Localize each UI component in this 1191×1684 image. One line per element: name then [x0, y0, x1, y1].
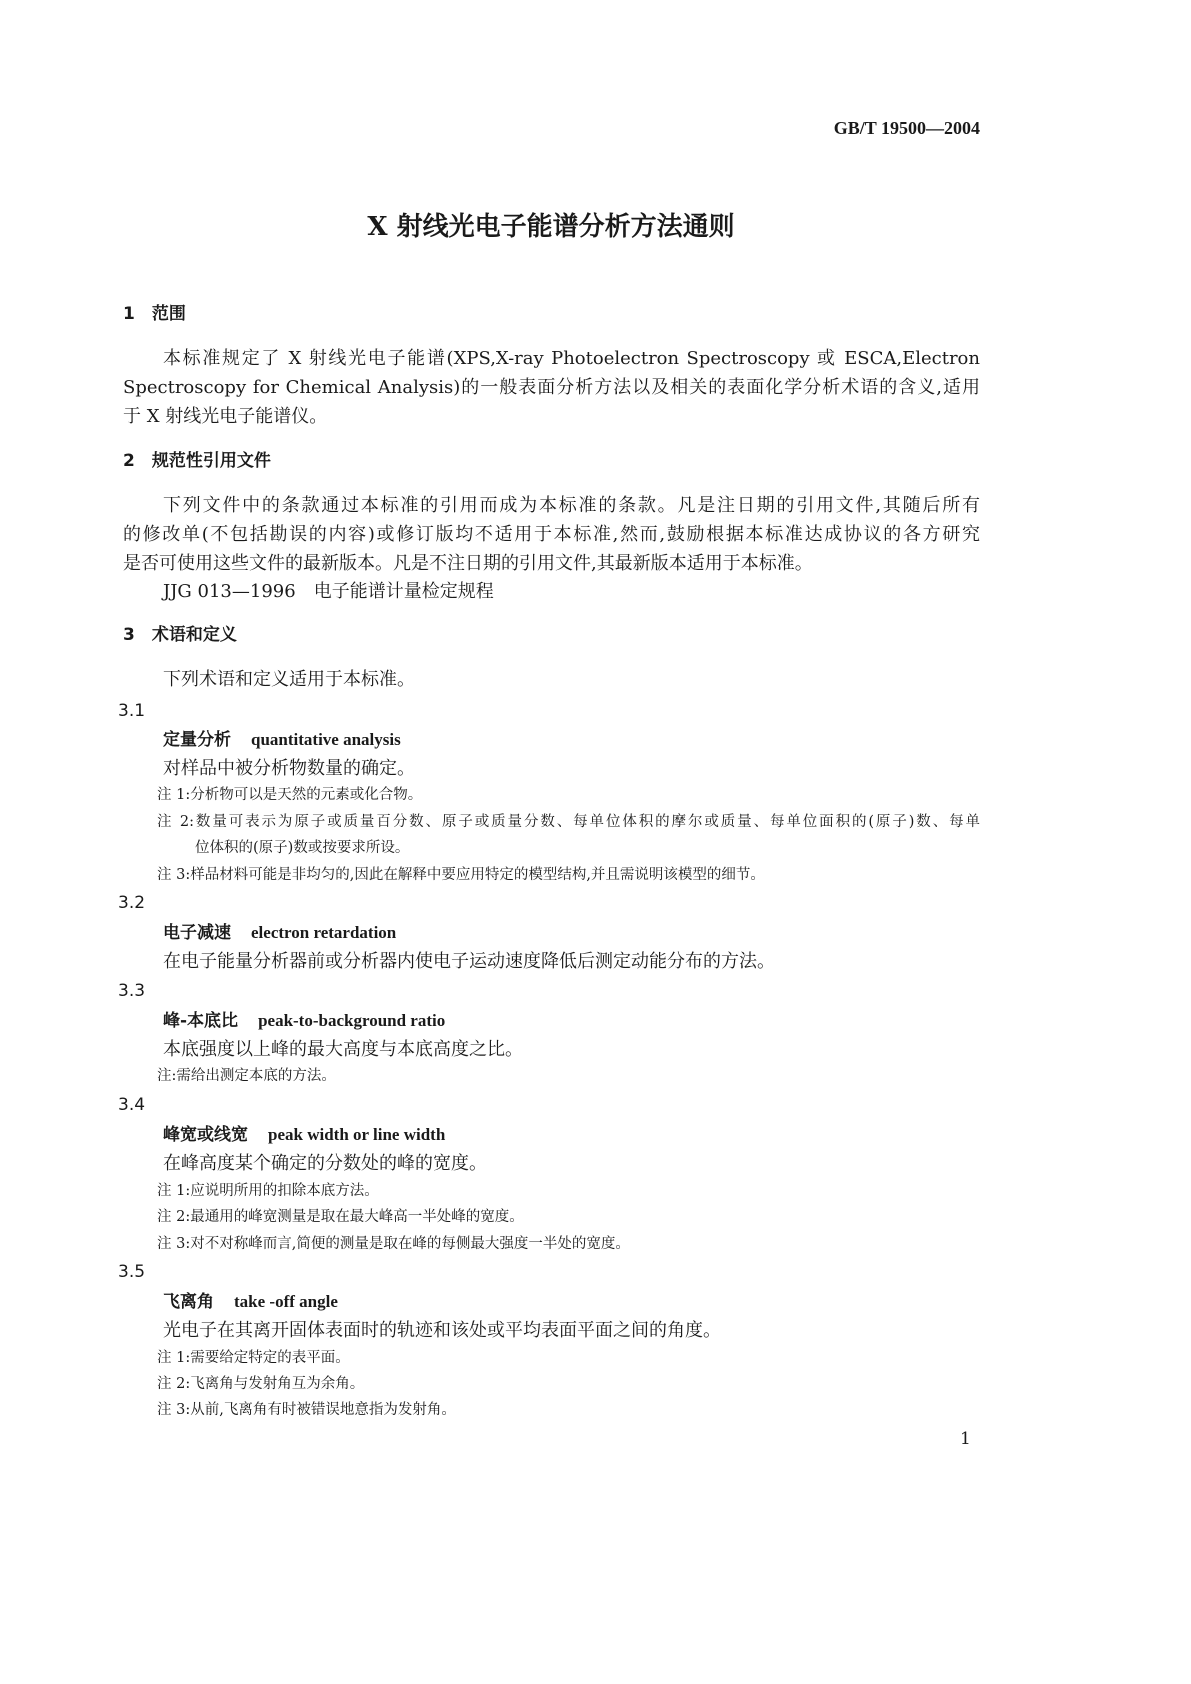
term-heading — [163, 924, 396, 942]
term-en: peak width or line width — [268, 1125, 446, 1144]
paragraph-line: 下列文件中的条款通过本标准的引用而成为本标准的条款。凡是注日期的引用文件,其随后所有 — [163, 495, 980, 516]
term-note: 注 2:飞离角与发射角互为余角。 — [157, 1376, 365, 1392]
page-title: X 射线光电子能谱分析方法通则 — [367, 212, 735, 242]
paragraph-line: 是否可使用这些文件的最新版本。凡是不注日期的引用文件,其最新版本适用于本标准。 — [123, 553, 813, 574]
term-definition: 光电子在其离开固体表面时的轨迹和该处或平均表面平面之间的角度。 — [163, 1320, 721, 1341]
term-en: quantitative analysis — [251, 730, 401, 749]
term-number: 3.3 — [118, 981, 146, 1001]
term-definition: 本底强度以上峰的最大高度与本底高度之比。 — [163, 1039, 523, 1060]
term-note: 注 2:最通用的峰宽测量是取在最大峰高一半处峰的宽度。 — [157, 1209, 524, 1225]
term-number: 3.4 — [118, 1095, 146, 1115]
term-zh: 峰-本底比 — [163, 1011, 239, 1031]
term-heading — [163, 1293, 338, 1311]
paragraph-line: 本标准规定了 X 射线光电子能谱(XPS,X-ray Photoelectron Spectroscopy 或 ESCA,Electron — [163, 348, 980, 369]
term-heading — [163, 731, 401, 749]
reference-item: JJG 013—1996 电子能谱计量检定规程 — [163, 581, 494, 602]
term-heading — [163, 1012, 445, 1030]
term-definition: 在峰高度某个确定的分数处的峰的宽度。 — [163, 1153, 487, 1174]
term-number: 3.5 — [118, 1262, 146, 1282]
term-definition: 在电子能量分析器前或分析器内使电子运动速度降低后测定动能分布的方法。 — [163, 951, 775, 972]
term-heading — [163, 1126, 445, 1144]
term-zh: 飞离角 — [163, 1292, 214, 1312]
term-note: 注 3:从前,飞离角有时被错误地意指为发射角。 — [157, 1402, 456, 1418]
term-zh: 定量分析 — [163, 730, 231, 750]
standard-number: GB/T 19500—2004 — [833, 118, 980, 138]
term-zh: 电子减速 — [163, 923, 231, 943]
term-zh: 峰宽或线宽 — [163, 1125, 248, 1145]
term-note: 位体积的(原子)数或按要求所设。 — [195, 840, 410, 856]
term-note: 注 1:需要给定特定的表平面。 — [157, 1350, 350, 1366]
section-2-heading: 2 规范性引用文件 — [123, 451, 271, 471]
term-en: peak-to-background ratio — [258, 1011, 446, 1030]
page-number: 1 — [960, 1429, 971, 1449]
section-3-intro: 下列术语和定义适用于本标准。 — [163, 669, 415, 690]
paragraph-line: 的修改单(不包括勘误的内容)或修订版均不适用于本标准,然而,鼓励根据本标准达成协议的各方研究 — [123, 524, 980, 545]
section-1-heading: 1 范围 — [123, 304, 186, 324]
term-note: 注 1:应说明所用的扣除本底方法。 — [157, 1183, 379, 1199]
term-number: 3.1 — [118, 701, 146, 721]
section-3-heading: 3 术语和定义 — [123, 625, 237, 645]
term-note: 注 2:数量可表示为原子或质量百分数、原子或质量分数、每单位体积的摩尔或质量、每单位面积的(原子)数、每单 — [157, 814, 980, 830]
term-en: take -off angle — [234, 1292, 338, 1311]
term-en: electron retardation — [251, 923, 397, 942]
term-note: 注 3:样品材料可能是非均匀的,因此在解释中要应用特定的模型结构,并且需说明该模型的细节。 — [157, 867, 765, 883]
term-note: 注 1:分析物可以是天然的元素或化合物。 — [157, 787, 423, 803]
term-note: 注 3:对不对称峰而言,简便的测量是取在峰的每侧最大强度一半处的宽度。 — [157, 1236, 630, 1252]
term-definition: 对样品中被分析物数量的确定。 — [163, 758, 415, 779]
paragraph-line: 于 X 射线光电子能谱仪。 — [123, 406, 328, 427]
term-number: 3.2 — [118, 893, 146, 913]
term-note: 注:需给出测定本底的方法。 — [157, 1068, 336, 1084]
paragraph-line: Spectroscopy for Chemical Analysis)的一般表面分析方法以及相关的表面化学分析术语的含义,适用 — [123, 377, 980, 398]
